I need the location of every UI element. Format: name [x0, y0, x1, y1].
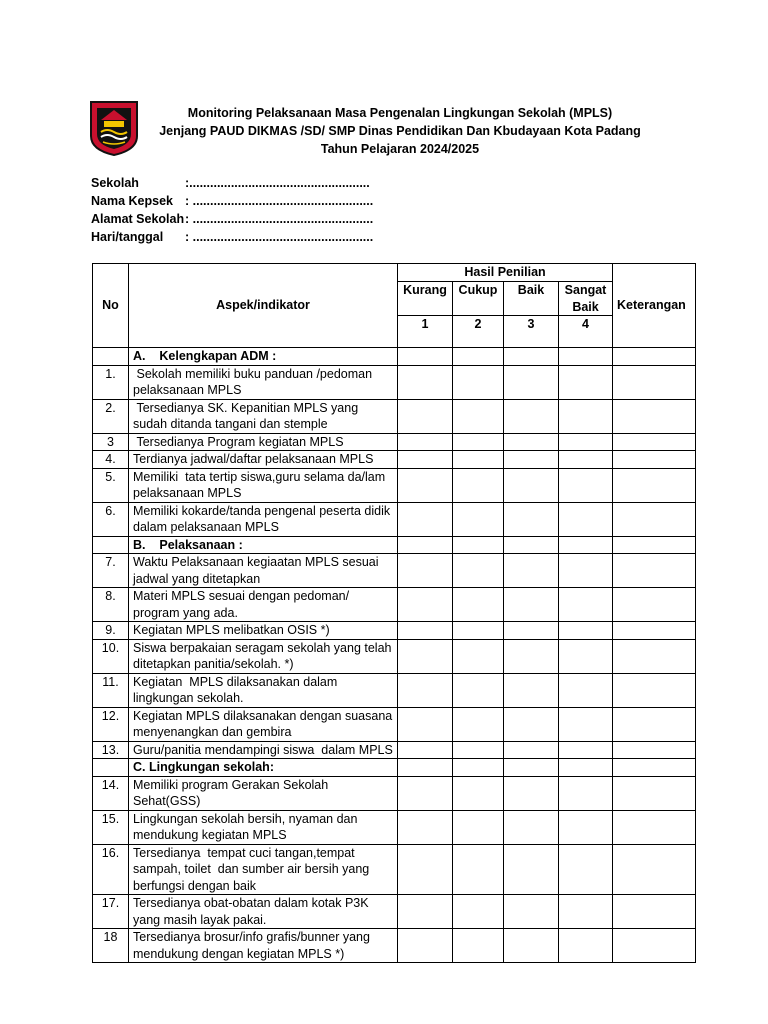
row-number: 3 [93, 433, 129, 451]
keterangan-cell[interactable] [613, 776, 696, 810]
row-indicator: Tersedianya brosur/info grafis/bunner yang mendukung dengan kegiatan MPLS *) [129, 929, 398, 963]
score-sangat-baik-cell[interactable] [559, 433, 613, 451]
keterangan-cell[interactable] [613, 673, 696, 707]
score-sangat-baik-cell[interactable] [559, 451, 613, 469]
section-title: B. Pelaksanaan : [129, 536, 398, 554]
keterangan-cell[interactable] [613, 554, 696, 588]
score-baik-cell[interactable] [504, 707, 559, 741]
empty-cell [453, 759, 504, 777]
score-cukup-cell[interactable] [453, 895, 504, 929]
keterangan-cell[interactable] [613, 622, 696, 640]
row-number: 2. [93, 399, 129, 433]
row-number: 11. [93, 673, 129, 707]
empty-cell [613, 759, 696, 777]
score-kurang-cell[interactable] [398, 468, 453, 502]
score-baik-cell[interactable] [504, 929, 559, 963]
school-info [91, 174, 373, 246]
keterangan-cell[interactable] [613, 365, 696, 399]
score-sangat-baik-cell[interactable] [559, 639, 613, 673]
col-sangat-baik-header: Sangat Baik [559, 282, 613, 316]
score-kurang-cell[interactable] [398, 639, 453, 673]
score-baik-cell[interactable] [504, 554, 559, 588]
table-row [93, 622, 696, 640]
row-indicator: Siswa berpakaian seragam sekolah yang telah ditetapkan panitia/sekolah. *) [129, 639, 398, 673]
empty-cell [398, 536, 453, 554]
score-sangat-baik-cell[interactable] [559, 741, 613, 759]
score-sangat-baik-cell[interactable] [559, 588, 613, 622]
section-row [93, 536, 696, 554]
empty-cell [398, 348, 453, 366]
score-kurang-cell[interactable] [398, 554, 453, 588]
row-number: 17. [93, 895, 129, 929]
score-sangat-baik-cell[interactable] [559, 929, 613, 963]
empty-cell [504, 536, 559, 554]
score-baik-cell[interactable] [504, 776, 559, 810]
empty-cell [613, 536, 696, 554]
empty-cell [613, 348, 696, 366]
info-label: Sekolah [91, 176, 139, 190]
section-title: A. Kelengkapan ADM : [129, 348, 398, 366]
col-cukup-header: Cukup [453, 282, 504, 316]
empty-cell [398, 759, 453, 777]
score-kurang-cell[interactable] [398, 622, 453, 640]
keterangan-cell[interactable] [613, 707, 696, 741]
info-value: : .................................................... [185, 212, 374, 226]
score-kurang-cell[interactable] [398, 502, 453, 536]
score-kurang-cell[interactable] [398, 895, 453, 929]
row-indicator: Sekolah memiliki buku panduan /pedoman pelaksanaan MPLS [129, 365, 398, 399]
row-number: 7. [93, 554, 129, 588]
score-baik-cell[interactable] [504, 502, 559, 536]
score-baik-cell[interactable] [504, 741, 559, 759]
score-cukup-cell[interactable] [453, 707, 504, 741]
score-cukup-cell[interactable] [453, 929, 504, 963]
section-no-cell [93, 759, 129, 777]
score-baik-cell[interactable] [504, 639, 559, 673]
row-number: 6. [93, 502, 129, 536]
score-cukup-cell[interactable] [453, 844, 504, 895]
keterangan-cell[interactable] [613, 810, 696, 844]
empty-cell [504, 348, 559, 366]
row-number: 18 [93, 929, 129, 963]
score-baik-cell[interactable] [504, 399, 559, 433]
keterangan-cell[interactable] [613, 895, 696, 929]
score-cukup-cell[interactable] [453, 639, 504, 673]
info-label: Hari/tanggal [91, 230, 164, 244]
row-indicator: Kegiatan MPLS melibatkan OSIS *) [129, 622, 398, 640]
keterangan-cell[interactable] [613, 588, 696, 622]
empty-cell [453, 348, 504, 366]
table-row [93, 451, 696, 469]
row-number: 14. [93, 776, 129, 810]
info-value: : .................................................... [185, 194, 374, 208]
row-number: 12. [93, 707, 129, 741]
row-number: 9. [93, 622, 129, 640]
row-indicator: Tersedianya Program kegiatan MPLS [129, 433, 398, 451]
col-aspek-header: Aspek/indikator [129, 264, 398, 348]
score-kurang-cell[interactable] [398, 673, 453, 707]
empty-cell [504, 759, 559, 777]
score-sangat-baik-cell[interactable] [559, 502, 613, 536]
col-baik-header: Baik [504, 282, 559, 316]
table-row [93, 741, 696, 759]
col-num-3: 3 [504, 316, 559, 348]
table-row [93, 810, 696, 844]
score-kurang-cell[interactable] [398, 776, 453, 810]
score-sangat-baik-cell[interactable] [559, 707, 613, 741]
section-row [93, 759, 696, 777]
score-baik-cell[interactable] [504, 622, 559, 640]
table-row [93, 673, 696, 707]
score-cukup-cell[interactable] [453, 399, 504, 433]
row-indicator: Memiliki tata tertip siswa,guru selama da/lam pelaksanaan MPLS [129, 468, 398, 502]
keterangan-cell[interactable] [613, 502, 696, 536]
keterangan-cell[interactable] [613, 929, 696, 963]
col-hasil-header: Hasil Penilian [398, 264, 613, 282]
row-indicator: Terdianya jadwal/daftar pelaksanaan MPLS [129, 451, 398, 469]
table-row [93, 895, 696, 929]
info-row-alamat [91, 210, 373, 228]
score-sangat-baik-cell[interactable] [559, 895, 613, 929]
score-sangat-baik-cell[interactable] [559, 810, 613, 844]
score-cukup-cell[interactable] [453, 451, 504, 469]
table-row [93, 588, 696, 622]
score-baik-cell[interactable] [504, 468, 559, 502]
table-row [93, 776, 696, 810]
score-cukup-cell[interactable] [453, 365, 504, 399]
keterangan-cell[interactable] [613, 433, 696, 451]
score-baik-cell[interactable] [504, 895, 559, 929]
keterangan-cell[interactable] [613, 844, 696, 895]
score-cukup-cell[interactable] [453, 468, 504, 502]
header-subtitle: Jenjang PAUD DIKMAS /SD/ SMP Dinas Pendidikan Dan Kbudayaan Kota Padang [159, 124, 641, 138]
table-row [93, 639, 696, 673]
row-number: 8. [93, 588, 129, 622]
score-sangat-baik-cell[interactable] [559, 399, 613, 433]
row-indicator: Guru/panitia mendampingi siswa dalam MPLS [129, 741, 398, 759]
score-baik-cell[interactable] [504, 588, 559, 622]
score-baik-cell[interactable] [504, 844, 559, 895]
row-indicator: Memiliki kokarde/tanda pengenal peserta didik dalam pelaksanaan MPLS [129, 502, 398, 536]
score-kurang-cell[interactable] [398, 588, 453, 622]
score-cukup-cell[interactable] [453, 588, 504, 622]
table-row [93, 844, 696, 895]
score-baik-cell[interactable] [504, 451, 559, 469]
score-kurang-cell[interactable] [398, 741, 453, 759]
col-num-1: 1 [398, 316, 453, 348]
score-kurang-cell[interactable] [398, 451, 453, 469]
col-num-4: 4 [559, 316, 613, 348]
row-number: 5. [93, 468, 129, 502]
section-title: C. Lingkungan sekolah: [129, 759, 398, 777]
score-cukup-cell[interactable] [453, 810, 504, 844]
score-cukup-cell[interactable] [453, 622, 504, 640]
score-kurang-cell[interactable] [398, 433, 453, 451]
score-baik-cell[interactable] [504, 433, 559, 451]
score-kurang-cell[interactable] [398, 399, 453, 433]
info-row-hari [91, 228, 373, 246]
header-year: Tahun Pelajaran 2024/2025 [320, 142, 480, 156]
row-indicator: Waktu Pelaksanaan kegiaatan MPLS sesuai jadwal yang ditetapkan [129, 554, 398, 588]
monitoring-table [92, 263, 696, 963]
score-sangat-baik-cell[interactable] [559, 365, 613, 399]
info-label: Nama Kepsek [91, 194, 173, 208]
section-row [93, 348, 696, 366]
score-baik-cell[interactable] [504, 365, 559, 399]
score-cukup-cell[interactable] [453, 776, 504, 810]
row-number: 16. [93, 844, 129, 895]
score-sangat-baik-cell[interactable] [559, 844, 613, 895]
table-row [93, 502, 696, 536]
col-keterangan-header: Keterangan [613, 264, 696, 348]
row-number: 15. [93, 810, 129, 844]
info-label: Alamat Sekolah [91, 212, 185, 226]
section-no-cell [93, 348, 129, 366]
keterangan-cell[interactable] [613, 399, 696, 433]
empty-cell [559, 348, 613, 366]
keterangan-cell[interactable] [613, 468, 696, 502]
info-row-sekolah [91, 174, 373, 192]
table-row [93, 707, 696, 741]
col-num-2: 2 [453, 316, 504, 348]
table-row [93, 433, 696, 451]
row-indicator: Materi MPLS sesuai dengan pedoman/ program yang ada. [129, 588, 398, 622]
score-sangat-baik-cell[interactable] [559, 622, 613, 640]
kota-padang-logo [89, 100, 139, 156]
row-indicator: Tersedianya tempat cuci tangan,tempat sampah, toilet dan sumber air bersih yang berfungsi dengan baik [129, 844, 398, 895]
empty-cell [559, 759, 613, 777]
score-sangat-baik-cell[interactable] [559, 776, 613, 810]
row-number: 4. [93, 451, 129, 469]
row-indicator: Memiliki program Gerakan Sekolah Sehat(GSS) [129, 776, 398, 810]
row-indicator: Lingkungan sekolah bersih, nyaman dan mendukung kegiatan MPLS [129, 810, 398, 844]
info-row-kepsek [91, 192, 373, 210]
row-number: 1. [93, 365, 129, 399]
score-cukup-cell[interactable] [453, 673, 504, 707]
score-sangat-baik-cell[interactable] [559, 468, 613, 502]
info-value: : .................................................... [185, 230, 374, 244]
row-number: 10. [93, 639, 129, 673]
score-cukup-cell[interactable] [453, 741, 504, 759]
header-title: Monitoring Pelaksanaan Masa Pengenalan Lingkungan Sekolah (MPLS) [187, 106, 613, 120]
score-kurang-cell[interactable] [398, 707, 453, 741]
score-kurang-cell[interactable] [398, 929, 453, 963]
row-indicator: Tersedianya obat-obatan dalam kotak P3K yang masih layak pakai. [129, 895, 398, 929]
score-cukup-cell[interactable] [453, 433, 504, 451]
row-indicator: Kegiatan MPLS dilaksanakan dalam lingkungan sekolah. [129, 673, 398, 707]
empty-cell [453, 536, 504, 554]
table-row [93, 468, 696, 502]
col-kurang-header: Kurang [398, 282, 453, 316]
score-cukup-cell[interactable] [453, 502, 504, 536]
table-row [93, 365, 696, 399]
table-row [93, 554, 696, 588]
score-baik-cell[interactable] [504, 673, 559, 707]
score-kurang-cell[interactable] [398, 810, 453, 844]
table-row [93, 399, 696, 433]
col-no-header: No [93, 264, 129, 348]
keterangan-cell[interactable] [613, 741, 696, 759]
empty-cell [559, 536, 613, 554]
score-sangat-baik-cell[interactable] [559, 554, 613, 588]
document-header [150, 104, 650, 158]
row-indicator: Kegiatan MPLS dilaksanakan dengan suasana menyenangkan dan gembira [129, 707, 398, 741]
row-indicator: Tersedianya SK. Kepanitian MPLS yang sudah ditanda tangani dan stemple [129, 399, 398, 433]
table-row [93, 929, 696, 963]
info-value: :.................................................... [185, 176, 370, 190]
row-number: 13. [93, 741, 129, 759]
score-kurang-cell[interactable] [398, 365, 453, 399]
score-baik-cell[interactable] [504, 810, 559, 844]
keterangan-cell[interactable] [613, 451, 696, 469]
score-kurang-cell[interactable] [398, 844, 453, 895]
section-no-cell [93, 536, 129, 554]
keterangan-cell[interactable] [613, 639, 696, 673]
score-sangat-baik-cell[interactable] [559, 673, 613, 707]
score-cukup-cell[interactable] [453, 554, 504, 588]
